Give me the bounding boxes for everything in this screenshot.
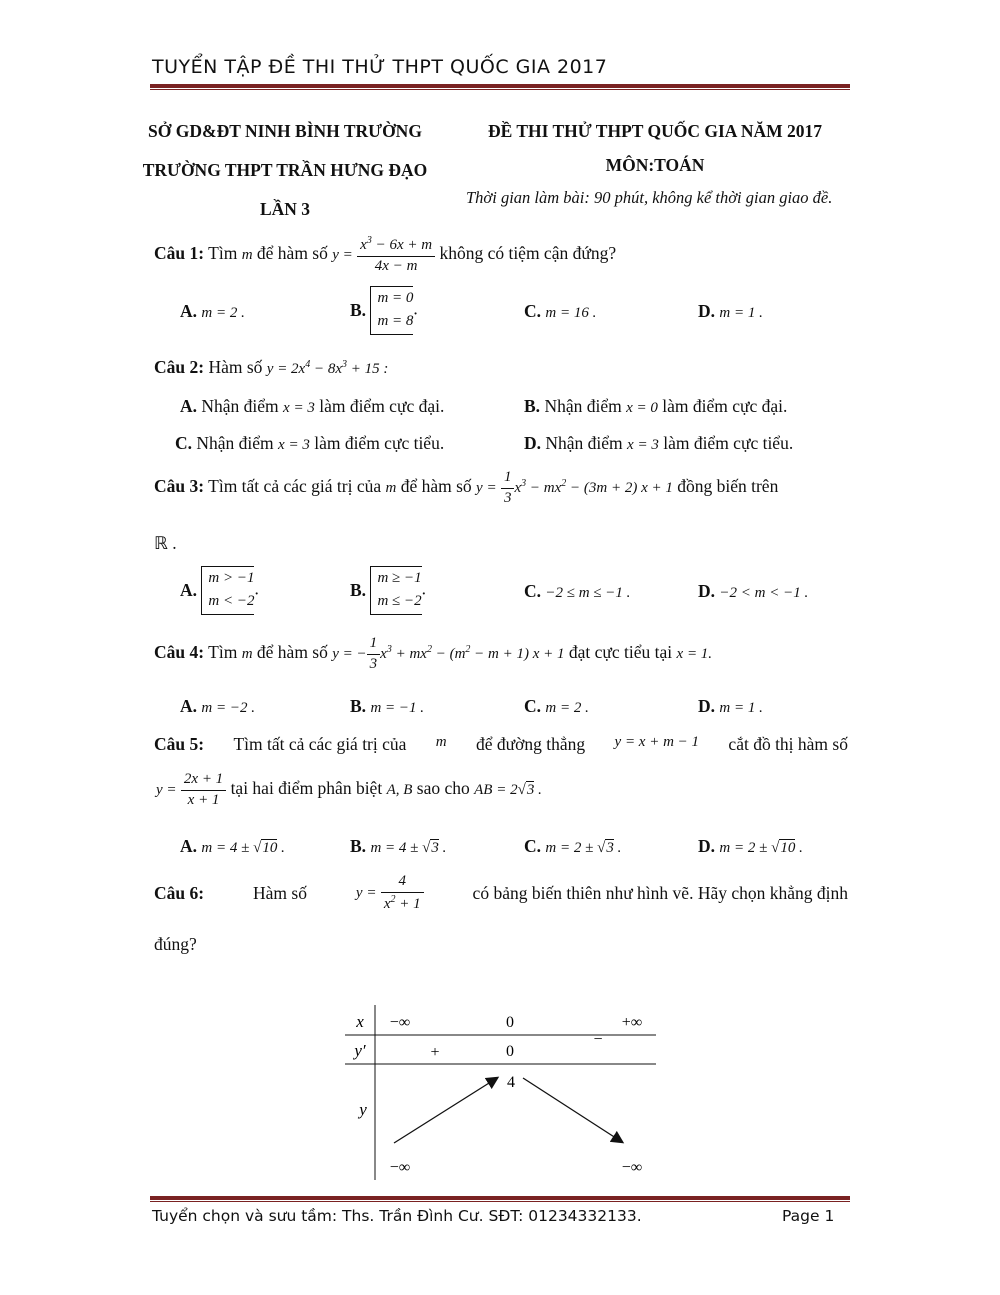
yprime-minus: − [593, 1031, 603, 1048]
x-pos-infinity: +∞ [621, 1014, 643, 1031]
q2-option-d[interactable]: D. Nhận điểm x = 3 làm điểm cực tiểu. [524, 433, 794, 453]
q4-option-a[interactable]: A. m = −2 . [180, 696, 255, 716]
attempt-number: LẦN 3 [259, 199, 311, 219]
q2-option-b[interactable]: B. Nhận điểm x = 0 làm điểm cực đại. [524, 396, 788, 416]
page-header-title: TUYỂN TẬP ĐỀ THI THỬ THPT QUỐC GIA 2017 [152, 56, 608, 78]
q3-option-c[interactable]: C. −2 ≤ m ≤ −1 . [524, 581, 631, 601]
q1-option-d[interactable]: D. m = 1 . [698, 301, 763, 321]
y-right-limit: −∞ [621, 1159, 643, 1176]
question-2: Câu 2: Hàm số $y = 2x^4 - 8x^3 + 15$ : [154, 357, 389, 377]
yprime-plus: + [430, 1044, 440, 1061]
question-4: Câu 4: Tìm m để hàm số y = − $\frac{1}{3}$ $x^3 + mx^2 - (m^2 - m + 1) x + 1$ đạt cực tiểu tại x = 1. [154, 634, 712, 674]
q6-fraction: $\frac{4}{x^2 + 1}$ [381, 872, 424, 914]
q1-option-c[interactable]: C. m = 16 . [524, 301, 597, 321]
q5-option-b[interactable]: B. m = 4 ± √3 . [350, 836, 447, 856]
q1-option-b[interactable]: B. m = 0 m = 8 . [350, 286, 418, 335]
decreasing-arrow [523, 1078, 622, 1142]
increasing-arrow [394, 1078, 497, 1143]
y-row-label: y [359, 1100, 367, 1119]
q4-fraction: $\frac{1}{3}$ [367, 634, 381, 674]
q2-option-a[interactable]: A. Nhận điểm x = 3 làm điểm cực đại. [180, 396, 445, 416]
q3-domain: ℝ . [154, 533, 177, 553]
q4-option-d[interactable]: D. m = 1 . [698, 696, 763, 716]
q1-fraction: $\frac{x^3 - 6x + m}{4x - m}$ [357, 234, 435, 276]
q5-line-2: y = $\frac{2x + 1}{x + 1}$ tại hai điểm phân biệt A, B sao cho AB = 2√3 . [156, 770, 542, 810]
variation-table [330, 1000, 670, 1185]
y-left-limit: −∞ [389, 1159, 411, 1176]
header-divider-thin [150, 89, 850, 90]
yprime-zero: 0 [506, 1043, 514, 1060]
x-row-label: x [356, 1012, 364, 1031]
q3-fraction: $\frac{1}{3}$ [501, 468, 515, 508]
exam-title: ĐỀ THI THỬ THPT QUỐC GIA NĂM 2017 [487, 121, 822, 141]
q1-option-a[interactable]: A. m = 2 . [180, 301, 245, 321]
y-max-value: 4 [507, 1074, 515, 1091]
footer-divider-thin [150, 1201, 850, 1202]
q3-option-d[interactable]: D. −2 < m < −1 . [698, 581, 809, 601]
q3-option-a[interactable]: A. m > −1 m < −2 . [180, 566, 259, 615]
header-divider [150, 84, 850, 88]
q4-option-b[interactable]: B. m = −1 . [350, 696, 425, 716]
time-allowed: Thời gian làm bài: 90 phút, không kể thời gian giao đề. [466, 188, 833, 207]
yprime-row-label: y′ [354, 1041, 366, 1060]
question-5: Câu 5: Tìm tất cả các giá trị của m để đường thẳng y = x + m − 1 cắt đồ thị hàm số [154, 734, 848, 754]
school-line-1: SỞ GD&ĐT NINH BÌNH TRƯỜNG [148, 121, 422, 141]
x-neg-infinity: −∞ [389, 1014, 411, 1031]
q3-option-b[interactable]: B. m ≥ −1 m ≤ −2 . [350, 566, 426, 615]
q6-line-2: đúng? [154, 934, 197, 954]
subject: MÔN:TOÁN [605, 155, 705, 175]
q2-option-c[interactable]: C. Nhận điểm x = 3 làm điểm cực tiểu. [175, 433, 445, 453]
x-zero: 0 [506, 1014, 514, 1031]
q4-option-c[interactable]: C. m = 2 . [524, 696, 589, 716]
question-3: Câu 3: Tìm tất cả các giá trị của m để hàm số y = $\frac{1}{3}$ $x^3 - mx^2 - (3m + 2) x + 1$ đồng biến trên [154, 468, 778, 508]
question-6: Câu 6: Hàm số y = $\frac{4}{x^2 + 1}$ có bảng biến thiên như hình vẽ. Hãy chọn khẳng định [154, 872, 848, 914]
q5-fraction: $\frac{2x + 1}{x + 1}$ [181, 770, 226, 810]
page-number: Page 1 [782, 1207, 835, 1225]
question-1: Câu 1: Tìm m để hàm số y = $\frac{x^3 - 6x + m}{4x - m}$ không có tiệm cận đứng? [154, 234, 616, 276]
q5-option-c[interactable]: C. m = 2 ± √3 . [524, 836, 622, 856]
footer-divider [150, 1196, 850, 1200]
q5-option-a[interactable]: A. m = 4 ± √10 . [180, 836, 285, 856]
school-line-2: TRƯỜNG THPT TRẦN HƯNG ĐẠO [142, 160, 428, 180]
footer-credit: Tuyển chọn và sưu tầm: Ths. Trần Đình Cư. SĐT: 01234332133. [152, 1207, 642, 1225]
q5-option-d[interactable]: D. m = 2 ± √10 . [698, 836, 803, 856]
